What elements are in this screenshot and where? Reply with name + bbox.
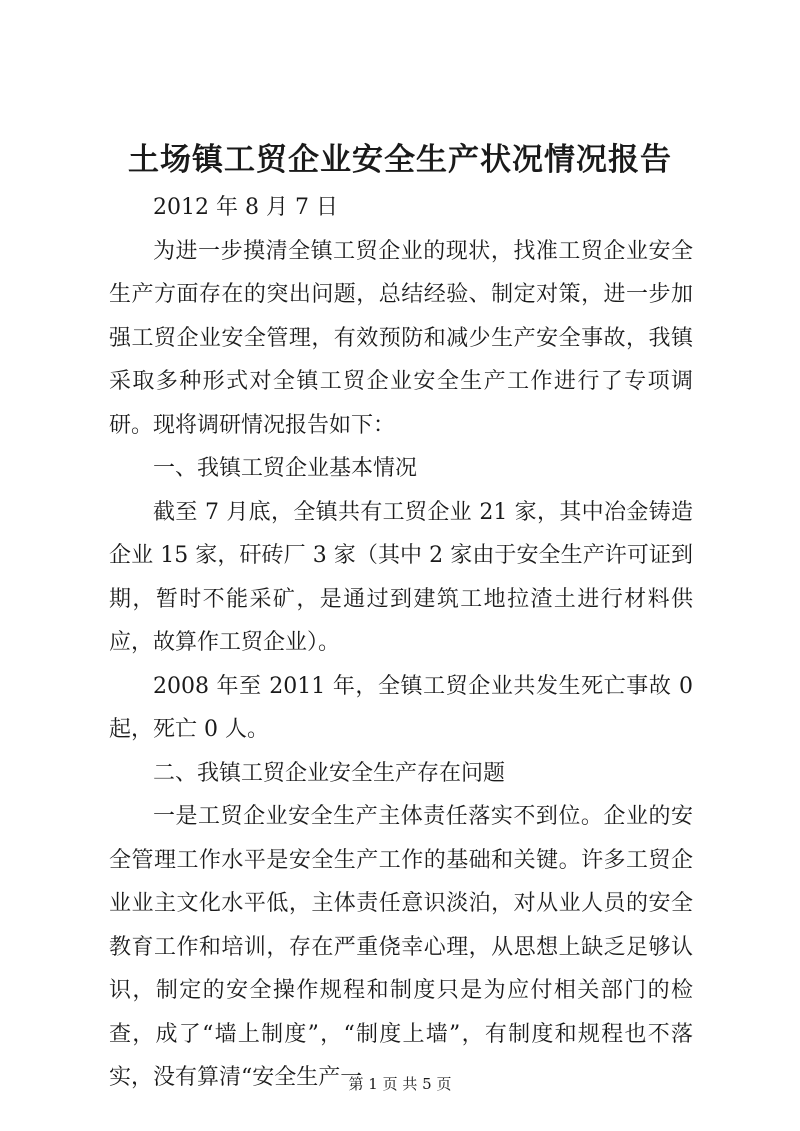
- paragraph-intro: 为进一步摸清全镇工贸企业的现状，找准工贸企业安全生产方面存在的突出问题，总结经验、制定对策，进一步加强工贸企业安全管理，有效预防和减少生产安全事故，我镇采取多种形式对全镇工贸企业安全生产工作进行了专项调研。现将调研情况报告如下：: [109, 238, 693, 438]
- section-heading-2: 二、我镇工贸企业安全生产存在问题: [153, 760, 506, 786]
- page-footer: 第 1 页 共 5 页: [348, 1075, 452, 1093]
- document-title: 土场镇工贸企业安全生产状况情况报告: [128, 142, 672, 178]
- document-body: [109, 186, 693, 1100]
- section-heading-1: 一、我镇工贸企业基本情况: [153, 456, 418, 481]
- date-line: 2012 年 8 月 7 日: [153, 195, 338, 220]
- paragraph-problem-1: 一是工贸企业安全生产主体责任落实不到位。企业的安全管理工作水平是安全生产工作的基础和关键。许多工贸企业业主文化水平低，主体责任意识淡泊，对从业人员的安全教育工作和培训，存在严重侥幸心理，从思想上缺乏足够认识，制定的安全操作规程和制度只是为应付相关部门的检查，成了“墙上制度”，“制度上墙”，有制度和规程也不落实，没有算清“安全生产一: [109, 804, 693, 1090]
- paragraph-accident-stats: 2008 年至 2011 年，全镇工贸企业共发生死亡事故 0 起，死亡 0 人。: [109, 673, 693, 742]
- paragraph-enterprise-count: 截至 7 月底，全镇共有工贸企业 21 家，其中冶金铸造企业 15 家，矸砖厂 3 家（其中 2 家由于安全生产许可证到期，暂时不能采矿，是通过到建筑工地拉渣土进行材料供应，故算作工贸企业）。: [109, 499, 693, 655]
